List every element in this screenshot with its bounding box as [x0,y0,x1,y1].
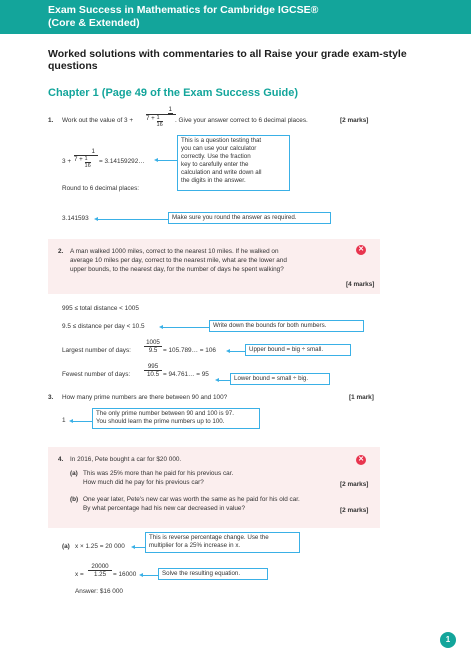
q3-arrow [73,421,92,422]
q2-w3-num: 1005 [144,339,162,347]
q4-w2-den: 1.25 [93,571,107,578]
header-banner [0,0,471,34]
q2-arrow-3 [219,380,230,381]
q2-line: average 10 miles per day, correct to the nearest mile, what are the lower and [70,257,287,264]
q1-answer: 3.141593 [62,215,89,222]
q4-box1-line: This is reverse percentage change. Use the [149,534,269,541]
q3-text: How many prime numbers are there between 90 and 100? [62,394,228,401]
q4-work-label: (a) [62,543,70,550]
q4-work-2-prefix: x = [75,571,84,578]
q4-number: 4. [58,456,64,463]
q2-line: upper bounds, to the nearest day, for the number of days he spent walking? [70,266,284,273]
q4-work-1: x × 1.25 = 20 000 [75,543,125,550]
q4-arrow-1 [135,547,145,548]
q1-arrow-1 [158,160,177,161]
q1-work-prefix: 3 + [62,158,72,165]
q4a-line: How much did he pay for his previous car? [83,479,204,486]
q1-box1-line: correctly. Use the fraction [181,153,251,160]
challenge-badge-icon: ✕ [356,455,366,465]
q4-work-2-fraction [88,563,112,578]
q2-line: A man walked 1000 miles, correct to the nearest 10 miles. If he walked on [70,248,279,255]
q2-work-3-result: = 105.789… = 106 [163,347,216,354]
q1-box1-line: This is a question testing that [181,137,262,144]
q2-work-3-fraction [144,339,162,354]
q1-work-fraction [74,148,98,169]
q1-frac-num: 1 [168,106,172,113]
q1-round-line: Round to 6 decimal places: [62,185,140,192]
q1-text-end: . Give your answer correct to 6 decimal places. [175,117,308,124]
q2-work-4-label: Fewest number of days: [62,371,131,378]
q1-frac-whole: 7 + [146,115,155,122]
q3-comment-box [92,408,260,429]
q4-answer: Answer: $16 000 [75,588,123,595]
q2-arrow-2 [230,351,245,352]
q2-comment-box-3: Lower bound = small ÷ big. [230,373,330,385]
q1-work-inner-den: 16 [84,163,91,169]
q2-work-2: 9.5 ≤ distance per day < 10.5 [62,323,145,330]
q4-box1-line: multiplier for a 25% increase in x. [149,542,241,549]
q1-comment-box-2: Make sure you round the answer as required. [168,212,331,224]
q4-work-2-result: = 16000 [113,571,137,578]
q2-arrow-1 [163,327,209,328]
q4-w2-num: 20000 [88,563,112,571]
q4-comment-box-2: Solve the resulting equation. [158,568,268,580]
q2-work-4-result: = 94.761… = 95 [163,371,209,378]
q4b-line: By what percentage had his new car decreased in value? [83,505,245,512]
banner-subtitle: (Core & Extended) [48,17,140,29]
q2-work-3-label: Largest number of days: [62,347,131,354]
q1-fraction [146,106,176,128]
q1-frac-inner-den: 16 [156,122,163,128]
q1-frac-inner-num: 1 [157,115,163,122]
q2-work-1: 995 ≤ total distance < 1005 [62,305,139,312]
banner-title: Exam Success in Mathematics for Cambridge IGCSE® [48,4,319,16]
q1-number: 1. [48,117,54,124]
chapter-title: Chapter 1 (Page 49 of the Exam Success Guide) [48,87,299,99]
q3-answer: 1 [62,417,66,424]
q2-number: 2. [58,248,64,255]
q4b-line: One year later, Pete's new car was worth the same as he paid for his old car. [83,496,300,503]
q1-marks: [2 marks] [340,117,369,124]
q2-work-4-fraction [144,363,162,378]
q4b-marks: [2 marks] [340,507,369,514]
q1-work-inner-num: 1 [85,156,91,163]
q4a-label: (a) [70,470,78,477]
q4b-label: (b) [70,496,79,503]
q2-comment-box-1: Write down the bounds for both numbers. [209,320,364,332]
q4-arrow-2 [143,575,158,576]
q2-w4-num: 995 [144,363,162,371]
q2-w3-den: 9.5 [148,347,158,354]
q1-arrow-2 [98,219,168,220]
q1-box1-line: you can use your calculator [181,145,257,152]
challenge-badge-icon: ✕ [356,245,366,255]
q4-text: In 2016, Pete bought a car for $20 000. [70,456,182,463]
page-heading: Worked solutions with commentaries to all Raise your grade exam-style questions [48,48,407,72]
q1-work-frac-whole: 7 + [74,156,83,163]
q3-number: 3. [48,394,54,401]
q2-marks: [4 marks] [346,281,375,288]
q1-work-result: = 3.14159292… [99,158,145,165]
q1-box1-line: calculation and write down all [181,169,262,176]
q4-comment-box-1 [145,532,300,553]
q1-box1-line: the digits in the answer. [181,177,246,184]
q1-comment-box-1 [177,135,290,191]
q1-work-frac-num: 1 [91,148,95,155]
page-number: 1 [440,632,456,648]
q1-text-start: Work out the value of 3 + [62,117,134,124]
q2-w4-den: 10.5 [146,371,160,378]
q4a-marks: [2 marks] [340,481,369,488]
q3-box-line: The only prime number between 90 and 100 is 97. [96,410,234,417]
q3-marks: [1 mark] [349,394,374,401]
q3-box-line: You should learn the prime numbers up to 100. [96,418,225,425]
q4a-line: This was 25% more than he paid for his previous car. [83,470,234,477]
q2-comment-box-2: Upper bound = big ÷ small. [245,344,351,356]
q1-box1-line: key to carefully enter the [181,161,249,168]
